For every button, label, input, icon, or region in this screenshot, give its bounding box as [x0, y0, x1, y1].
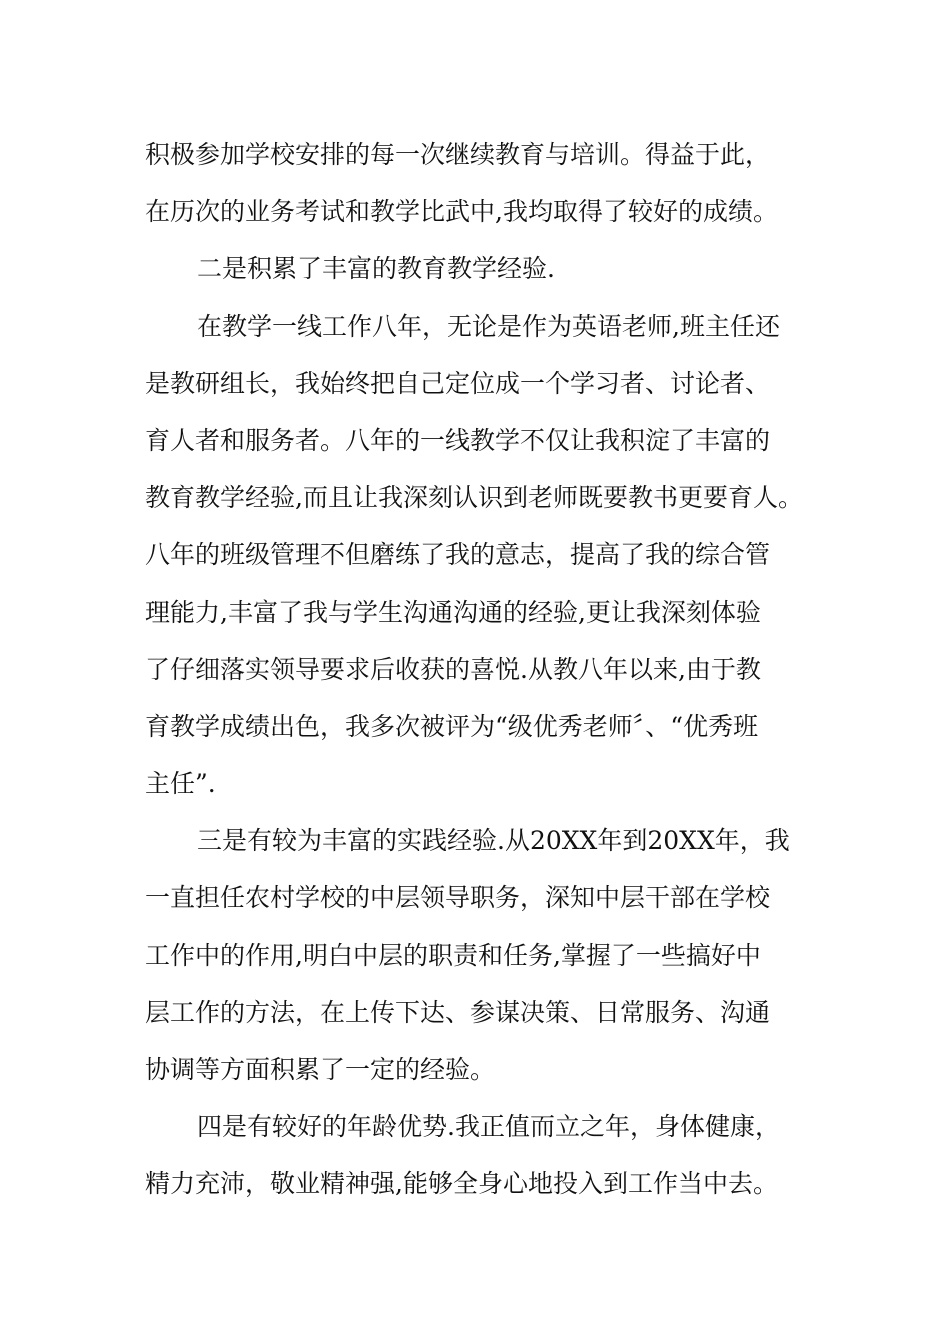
- text-line: 在教学一线工作八年，无论是作为英语老师,班主任还: [197, 311, 780, 341]
- text-line: 工作中的作用,明白中层的职责和任务,掌握了一些搞好中: [145, 940, 761, 970]
- text-line: 协调等方面积累了一定的经验。: [145, 1055, 496, 1084]
- text-line: 了仔细落实领导要求后收获的喜悦.从教八年以来,由于教: [145, 654, 761, 684]
- text-line: 精力充沛，敬业精神强,能够全身心地投入到工作当中去。: [145, 1169, 778, 1199]
- text-line: 层工作的方法，在上传下达、参谋决策、日常服务、沟通: [145, 997, 771, 1027]
- text-line: 育教学成绩出色，我多次被评为“级优秀老师〞、“优秀班: [145, 711, 759, 741]
- text-line: 教育教学经验,而且让我深刻认识到老师既要教书更要育人。: [145, 483, 803, 513]
- text-line: 理能力,丰富了我与学生沟通沟通的经验,更让我深刻体验: [145, 597, 761, 627]
- text-line: 八年的班级管理不但磨练了我的意志，提高了我的综合管: [145, 540, 771, 570]
- paragraph-heading: 二是积累了丰富的教育教学经验.: [197, 254, 555, 284]
- text-line: 积极参加学校安排的每一次继续教育与培训。得益于此，: [145, 140, 771, 169]
- text-line: 主任”.: [145, 769, 216, 799]
- text-line: 是教研组长，我始终把自己定位成一个学习者、讨论者、: [145, 368, 771, 398]
- text-line: 一直担任农村学校的中层领导职务，深知中层干部在学校: [145, 883, 771, 913]
- text-line: 育人者和服务者。八年的一线教学不仅让我积淀了丰富的: [145, 425, 771, 455]
- document-body: [145, 126, 825, 1213]
- text-line: 在历次的业务考试和教学比武中,我均取得了较好的成绩。: [145, 197, 778, 227]
- paragraph-heading: 三是有较为丰富的实践经验.从20XX年到20XX年，我: [197, 826, 790, 856]
- paragraph-heading: 四是有较好的年龄优势.我正值而立之年，身体健康，: [197, 1112, 780, 1142]
